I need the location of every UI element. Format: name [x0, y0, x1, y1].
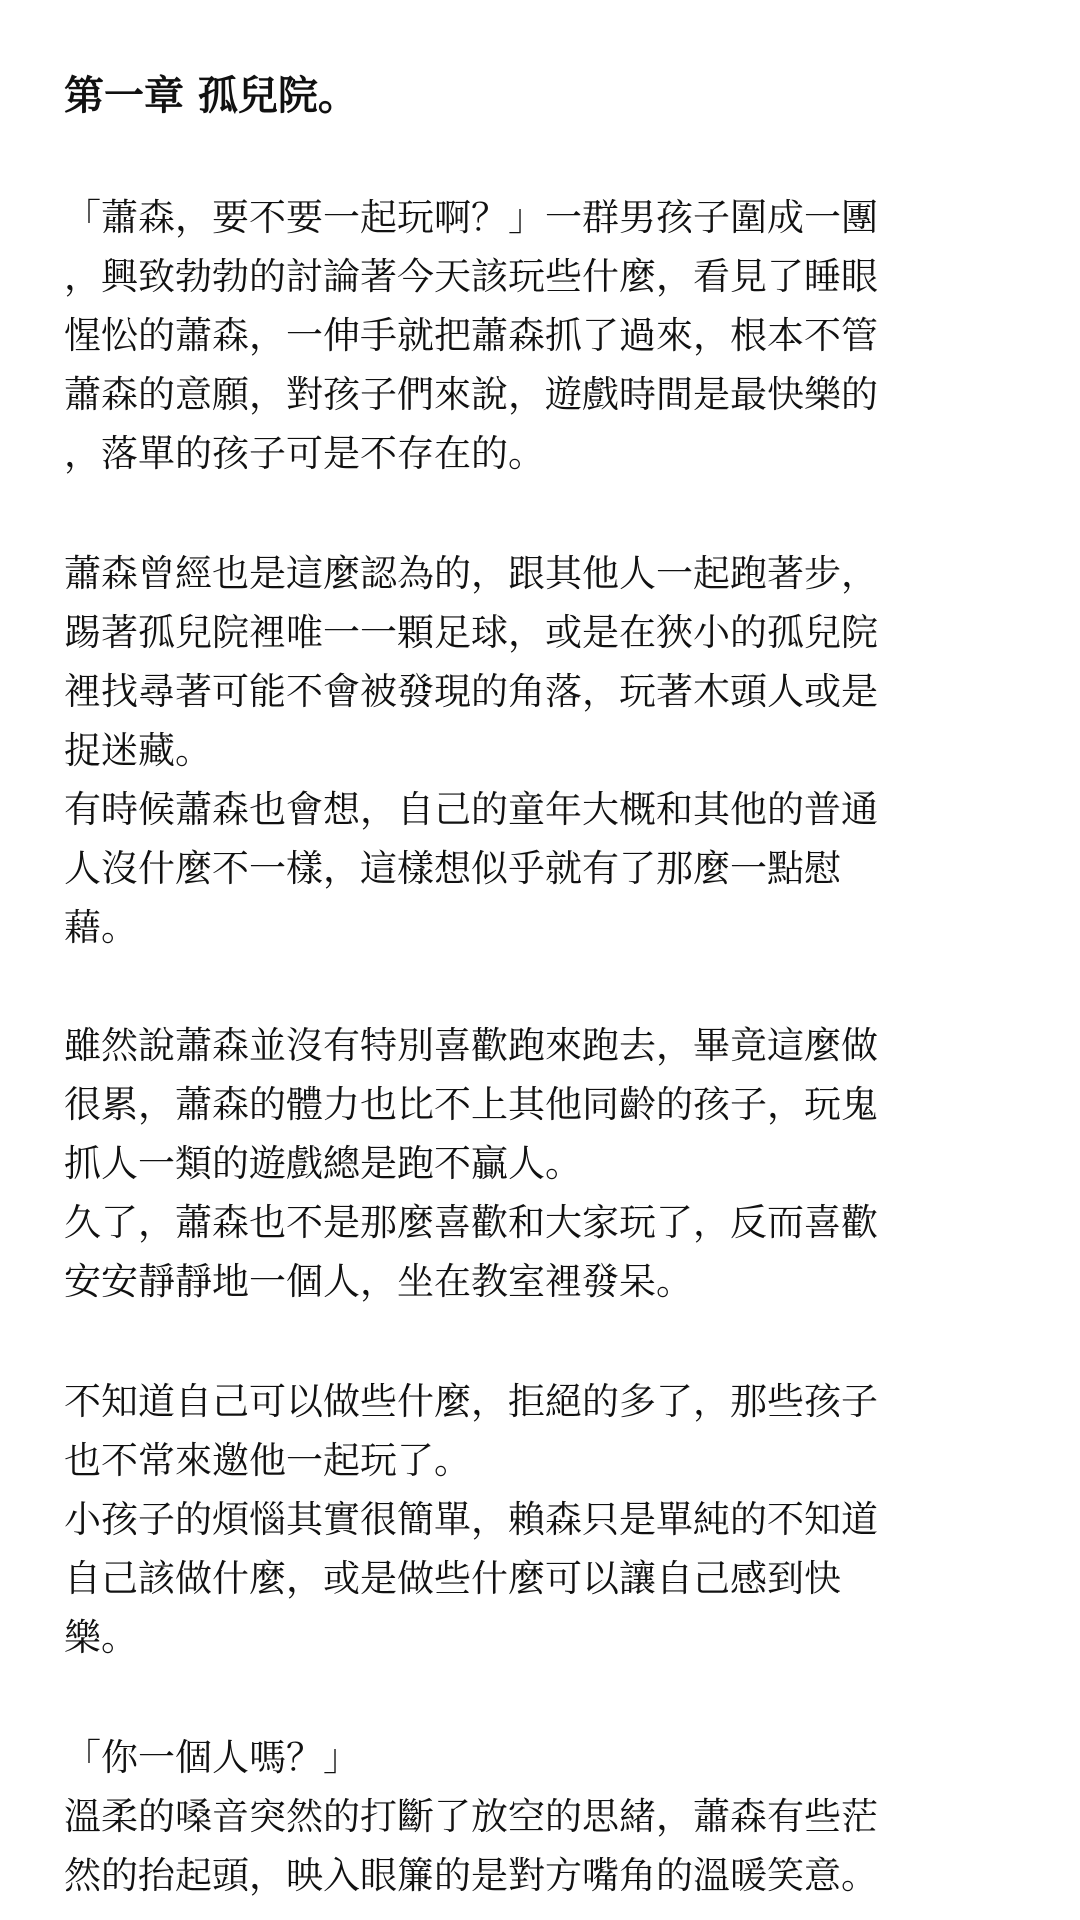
- text-line: 踢著孤兒院裡唯一一顆足球，或是在狹小的孤兒院: [64, 611, 878, 654]
- text-line: 安安靜靜地一個人，坐在教室裡發呆。: [64, 1260, 693, 1303]
- paragraph-4: [64, 1372, 878, 1667]
- text-line: 有時候蕭森也會想，自己的童年大概和其他的普通: [64, 788, 878, 831]
- text-line: 溫柔的嗓音突然的打斷了放空的思緒，蕭森有些茫: [64, 1795, 878, 1838]
- text-line: 蕭森的意願，對孩子們來說，遊戲時間是最快樂的: [64, 373, 878, 416]
- text-line: 「你一個人嗎？」: [64, 1736, 360, 1779]
- text-line: 惺忪的蕭森，一伸手就把蕭森抓了過來，根本不管: [64, 314, 878, 357]
- text-line: 蕭森曾經也是這麼認為的，跟其他人一起跑著步，: [64, 552, 878, 595]
- document-page: [64, 0, 1004, 1920]
- text-line: 小孩子的煩惱其實很簡單，賴森只是單純的不知道: [64, 1498, 878, 1541]
- paragraph-3: [64, 1016, 878, 1311]
- text-line: 久了，蕭森也不是那麼喜歡和大家玩了，反而喜歡: [64, 1201, 878, 1244]
- text-line: 捉迷藏。: [64, 729, 212, 772]
- text-line: ，興致勃勃的討論著今天該玩些什麼，看見了睡眼: [64, 255, 878, 298]
- text-line: 不知道自己可以做些什麼，拒絕的多了，那些孩子: [64, 1380, 878, 1423]
- chapter-title: 第一章 孤兒院。: [64, 73, 358, 119]
- text-line: 自己該做什麼，或是做些什麼可以讓自己感到快: [64, 1557, 841, 1600]
- text-line: 很累，蕭森的體力也比不上其他同齡的孩子，玩鬼: [64, 1083, 878, 1126]
- text-line: ，落單的孩子可是不存在的。: [64, 432, 545, 475]
- text-line: 藉。: [64, 906, 138, 949]
- paragraph-2: [64, 544, 878, 957]
- paragraph-1: [64, 188, 878, 483]
- paragraph-5: [64, 1728, 878, 1905]
- text-line: 樂。: [64, 1616, 138, 1659]
- text-line: 然的抬起頭，映入眼簾的是對方嘴角的溫暖笑意。: [64, 1854, 878, 1897]
- text-line: 人沒什麼不一樣，這樣想似乎就有了那麼一點慰: [64, 847, 841, 890]
- text-line: 抓人一類的遊戲總是跑不贏人。: [64, 1142, 582, 1185]
- text-line: 「蕭森，要不要一起玩啊？」一群男孩子圍成一團: [64, 196, 878, 239]
- text-line: 裡找尋著可能不會被發現的角落，玩著木頭人或是: [64, 670, 878, 713]
- text-line: 也不常來邀他一起玩了。: [64, 1439, 471, 1482]
- text-line: 雖然說蕭森並沒有特別喜歡跑來跑去，畢竟這麼做: [64, 1024, 878, 1067]
